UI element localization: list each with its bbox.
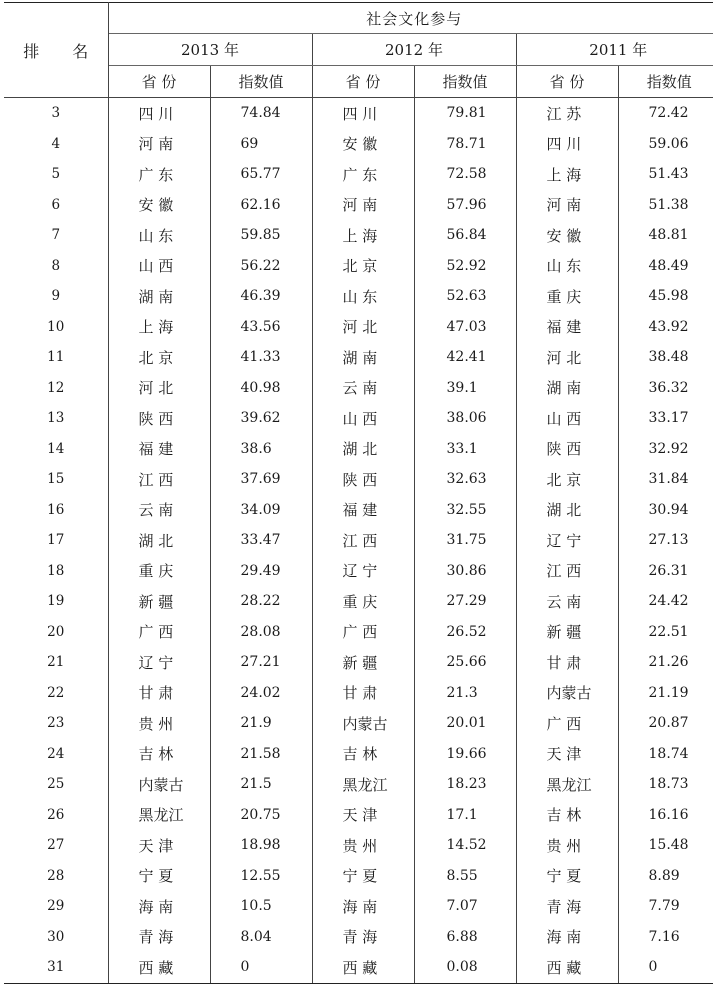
province-cell-2013: 安 徽 — [108, 190, 210, 221]
table-row — [4, 403, 713, 434]
province-cell-2013: 新 疆 — [108, 586, 210, 617]
province-cell-2011: 重 庆 — [516, 281, 618, 312]
province-cell-2013: 北 京 — [108, 342, 210, 373]
index-cell-2011: 48.81 — [648, 227, 689, 244]
index-cell-2011: 7.79 — [648, 898, 680, 915]
province-cell-2012: 海 南 — [312, 891, 414, 922]
rank-cell: 27 — [4, 830, 108, 861]
province-cell-2013: 贵 州 — [108, 708, 210, 739]
table-row — [4, 800, 713, 831]
index-cell-2013: 56.22 — [210, 251, 312, 282]
province-cell-2012: 山 西 — [312, 403, 414, 434]
province-cell-2012: 陕 西 — [312, 464, 414, 495]
table-row — [4, 708, 713, 739]
index-cell-2011: 31.84 — [648, 471, 689, 488]
index-cell-2012: 8.55 — [414, 861, 516, 892]
index-cell-2012: 6.88 — [414, 922, 516, 953]
rank-cell: 11 — [4, 342, 108, 373]
province-cell-2011: 云 南 — [516, 586, 618, 617]
index-cell-2012: 56.84 — [414, 220, 516, 251]
table-row — [4, 190, 713, 221]
year-header-2013: 2013 年 — [108, 34, 312, 66]
index-cell-2013: 65.77 — [210, 159, 312, 190]
province-cell-2011: 西 藏 — [516, 952, 618, 983]
province-cell-2011: 山 东 — [516, 251, 618, 282]
index-cell-2013: 21.58 — [210, 739, 312, 770]
province-cell-2012: 云 南 — [312, 373, 414, 404]
province-cell-2012: 湖 南 — [312, 342, 414, 373]
province-cell-2011: 贵 州 — [516, 830, 618, 861]
table-row — [4, 891, 713, 922]
province-cell-2013: 西 藏 — [108, 952, 210, 983]
index-cell-2011: 33.17 — [648, 410, 689, 427]
province-cell-2012: 天 津 — [312, 800, 414, 831]
rank-cell: 17 — [4, 525, 108, 556]
province-cell-2012: 广 西 — [312, 617, 414, 648]
index-cell-2011: 16.16 — [648, 806, 689, 823]
province-cell-2012: 新 疆 — [312, 647, 414, 678]
index-cell-2012: 7.07 — [414, 891, 516, 922]
index-cell-2013: 41.33 — [210, 342, 312, 373]
province-cell-2013: 宁 夏 — [108, 861, 210, 892]
province-cell-2013: 广 东 — [108, 159, 210, 190]
index-cell-2012: 42.41 — [414, 342, 516, 373]
index-cell-2013: 27.21 — [210, 647, 312, 678]
index-cell-2013: 12.55 — [210, 861, 312, 892]
index-cell-2011: 15.48 — [648, 837, 689, 854]
year-header-2011: 2011 年 — [516, 34, 713, 66]
table-row — [4, 586, 713, 617]
table-row — [4, 861, 713, 892]
index-cell-2012: 27.29 — [414, 586, 516, 617]
index-cell-2013: 21.9 — [210, 708, 312, 739]
index-cell-2012: 31.75 — [414, 525, 516, 556]
index-cell-2011: 30.94 — [648, 501, 689, 518]
index-cell-2013: 59.85 — [210, 220, 312, 251]
index-cell-2012: 57.96 — [414, 190, 516, 221]
index-cell-2011: 8.89 — [648, 867, 680, 884]
province-cell-2013: 陕 西 — [108, 403, 210, 434]
index-header-2011: 指数值 — [618, 66, 713, 98]
province-cell-2012: 重 庆 — [312, 586, 414, 617]
table-row — [4, 952, 713, 983]
province-cell-2011: 辽 宁 — [516, 525, 618, 556]
province-cell-2012: 安 徽 — [312, 129, 414, 160]
province-cell-2013: 重 庆 — [108, 556, 210, 587]
index-cell-2013: 18.98 — [210, 830, 312, 861]
index-cell-2011: 32.92 — [648, 440, 689, 457]
rank-cell: 9 — [4, 281, 108, 312]
index-cell-2011: 51.38 — [648, 196, 689, 213]
index-cell-2013: 24.02 — [210, 678, 312, 709]
rank-cell: 14 — [4, 434, 108, 465]
table-row — [4, 220, 713, 251]
index-cell-2013: 21.5 — [210, 769, 312, 800]
province-cell-2013: 青 海 — [108, 922, 210, 953]
rank-cell: 28 — [4, 861, 108, 892]
province-cell-2012: 西 藏 — [312, 952, 414, 983]
table-row — [4, 830, 713, 861]
index-cell-2012: 19.66 — [414, 739, 516, 770]
index-cell-2012: 14.52 — [414, 830, 516, 861]
province-cell-2012: 河 南 — [312, 190, 414, 221]
index-cell-2012: 30.86 — [414, 556, 516, 587]
province-cell-2011: 宁 夏 — [516, 861, 618, 892]
province-cell-2011: 河 北 — [516, 342, 618, 373]
social-cultural-participation-table — [4, 2, 713, 984]
table-row — [4, 617, 713, 648]
province-cell-2012: 黑龙江 — [312, 769, 414, 800]
index-cell-2013: 0 — [210, 952, 312, 983]
province-cell-2013: 福 建 — [108, 434, 210, 465]
ranking-table-container — [4, 2, 711, 984]
province-cell-2013: 黑龙江 — [108, 800, 210, 831]
province-cell-2011: 湖 北 — [516, 495, 618, 526]
province-cell-2011: 福 建 — [516, 312, 618, 343]
index-cell-2011: 27.13 — [648, 532, 689, 549]
index-cell-2012: 33.1 — [414, 434, 516, 465]
table-row — [4, 647, 713, 678]
table-row — [4, 769, 713, 800]
index-cell-2011: 0 — [618, 952, 713, 983]
province-header-2013: 省 份 — [108, 66, 210, 98]
province-cell-2013: 云 南 — [108, 495, 210, 526]
province-cell-2011: 湖 南 — [516, 373, 618, 404]
index-header-2012: 指数值 — [414, 66, 516, 98]
index-cell-2012: 78.71 — [414, 129, 516, 160]
province-header-2011: 省 份 — [516, 66, 618, 98]
province-cell-2011: 吉 林 — [516, 800, 618, 831]
table-row — [4, 129, 713, 160]
province-cell-2011: 江 西 — [516, 556, 618, 587]
rank-cell: 15 — [4, 464, 108, 495]
index-cell-2011: 21.26 — [648, 654, 689, 671]
index-cell-2013: 40.98 — [210, 373, 312, 404]
rank-cell: 24 — [4, 739, 108, 770]
index-cell-2012: 79.81 — [414, 98, 516, 129]
index-cell-2011: 22.51 — [648, 623, 689, 640]
table-row — [4, 922, 713, 953]
index-cell-2012: 52.63 — [414, 281, 516, 312]
rank-cell: 13 — [4, 403, 108, 434]
index-cell-2013: 62.16 — [210, 190, 312, 221]
province-cell-2011: 黑龙江 — [516, 769, 618, 800]
index-cell-2011: 43.92 — [648, 318, 689, 335]
index-cell-2011: 72.42 — [648, 105, 689, 122]
table-row — [4, 495, 713, 526]
rank-cell: 16 — [4, 495, 108, 526]
rank-cell: 22 — [4, 678, 108, 709]
rank-cell: 3 — [4, 98, 108, 129]
index-cell-2012: 39.1 — [414, 373, 516, 404]
index-cell-2013: 33.47 — [210, 525, 312, 556]
index-cell-2011: 20.87 — [648, 715, 689, 732]
table-row — [4, 342, 713, 373]
index-cell-2012: 25.66 — [414, 647, 516, 678]
index-header-2013: 指数值 — [210, 66, 312, 98]
province-cell-2013: 海 南 — [108, 891, 210, 922]
province-cell-2013: 内蒙古 — [108, 769, 210, 800]
province-cell-2012: 河 北 — [312, 312, 414, 343]
province-cell-2012: 山 东 — [312, 281, 414, 312]
index-cell-2011: 51.43 — [648, 166, 689, 183]
province-cell-2011: 安 徽 — [516, 220, 618, 251]
table-row — [4, 678, 713, 709]
province-cell-2011: 山 西 — [516, 403, 618, 434]
province-cell-2013: 四 川 — [108, 98, 210, 129]
table-row — [4, 281, 713, 312]
group-header: 社会文化参与 — [108, 3, 713, 34]
rank-cell: 18 — [4, 556, 108, 587]
index-cell-2012: 18.23 — [414, 769, 516, 800]
index-cell-2012: 0.08 — [414, 952, 516, 983]
index-cell-2012: 72.58 — [414, 159, 516, 190]
province-cell-2013: 甘 肃 — [108, 678, 210, 709]
province-cell-2012: 吉 林 — [312, 739, 414, 770]
index-cell-2011: 38.48 — [648, 349, 689, 366]
province-cell-2012: 内蒙古 — [312, 708, 414, 739]
index-cell-2013: 28.22 — [210, 586, 312, 617]
index-cell-2012: 38.06 — [414, 403, 516, 434]
index-cell-2011: 36.32 — [648, 379, 689, 396]
table-body — [4, 98, 713, 984]
province-header-2012: 省 份 — [312, 66, 414, 98]
rank-cell: 29 — [4, 891, 108, 922]
rank-cell: 12 — [4, 373, 108, 404]
province-cell-2013: 广 西 — [108, 617, 210, 648]
year-header-2012: 2012 年 — [312, 34, 516, 66]
province-cell-2012: 辽 宁 — [312, 556, 414, 587]
province-cell-2013: 天 津 — [108, 830, 210, 861]
index-cell-2013: 39.62 — [210, 403, 312, 434]
index-cell-2012: 21.3 — [414, 678, 516, 709]
rank-header: 排 名 — [4, 3, 108, 98]
rank-cell: 26 — [4, 800, 108, 831]
province-cell-2011: 河 南 — [516, 190, 618, 221]
table-row — [4, 464, 713, 495]
table-row — [4, 312, 713, 343]
index-cell-2013: 37.69 — [210, 464, 312, 495]
province-cell-2011: 广 西 — [516, 708, 618, 739]
index-cell-2013: 28.08 — [210, 617, 312, 648]
table-header — [4, 3, 713, 98]
province-cell-2012: 青 海 — [312, 922, 414, 953]
table-row — [4, 98, 713, 129]
province-cell-2011: 海 南 — [516, 922, 618, 953]
province-cell-2011: 北 京 — [516, 464, 618, 495]
index-cell-2011: 18.73 — [648, 776, 689, 793]
rank-cell: 30 — [4, 922, 108, 953]
rank-cell: 25 — [4, 769, 108, 800]
province-cell-2011: 天 津 — [516, 739, 618, 770]
table-row — [4, 739, 713, 770]
index-cell-2013: 10.5 — [210, 891, 312, 922]
province-cell-2012: 北 京 — [312, 251, 414, 282]
province-cell-2013: 辽 宁 — [108, 647, 210, 678]
province-cell-2012: 江 西 — [312, 525, 414, 556]
index-cell-2011: 45.98 — [648, 288, 689, 305]
index-cell-2011: 26.31 — [648, 562, 689, 579]
rank-cell: 20 — [4, 617, 108, 648]
province-cell-2013: 河 北 — [108, 373, 210, 404]
table-row — [4, 251, 713, 282]
index-cell-2013: 34.09 — [210, 495, 312, 526]
index-cell-2013: 29.49 — [210, 556, 312, 587]
table-row — [4, 434, 713, 465]
province-cell-2012: 广 东 — [312, 159, 414, 190]
index-cell-2011: 7.16 — [648, 928, 680, 945]
province-cell-2012: 宁 夏 — [312, 861, 414, 892]
table-row — [4, 556, 713, 587]
rank-cell: 31 — [4, 952, 108, 983]
province-cell-2011: 甘 肃 — [516, 647, 618, 678]
index-cell-2011: 59.06 — [648, 135, 689, 152]
province-cell-2012: 湖 北 — [312, 434, 414, 465]
index-cell-2012: 32.63 — [414, 464, 516, 495]
table-row — [4, 373, 713, 404]
province-cell-2011: 上 海 — [516, 159, 618, 190]
province-cell-2011: 江 苏 — [516, 98, 618, 129]
rank-cell: 6 — [4, 190, 108, 221]
rank-cell: 4 — [4, 129, 108, 160]
province-cell-2011: 青 海 — [516, 891, 618, 922]
province-cell-2013: 吉 林 — [108, 739, 210, 770]
province-cell-2011: 陕 西 — [516, 434, 618, 465]
index-cell-2012: 47.03 — [414, 312, 516, 343]
province-cell-2012: 甘 肃 — [312, 678, 414, 709]
province-cell-2012: 贵 州 — [312, 830, 414, 861]
index-cell-2011: 48.49 — [648, 257, 689, 274]
rank-cell: 23 — [4, 708, 108, 739]
index-cell-2013: 38.6 — [210, 434, 312, 465]
index-cell-2013: 43.56 — [210, 312, 312, 343]
index-cell-2011: 18.74 — [648, 745, 689, 762]
rank-cell: 21 — [4, 647, 108, 678]
province-cell-2011: 新 疆 — [516, 617, 618, 648]
index-cell-2013: 74.84 — [210, 98, 312, 129]
province-cell-2013: 上 海 — [108, 312, 210, 343]
index-cell-2013: 20.75 — [210, 800, 312, 831]
province-cell-2013: 河 南 — [108, 129, 210, 160]
province-cell-2013: 湖 南 — [108, 281, 210, 312]
province-cell-2012: 上 海 — [312, 220, 414, 251]
index-cell-2012: 17.1 — [414, 800, 516, 831]
province-cell-2012: 四 川 — [312, 98, 414, 129]
province-cell-2011: 内蒙古 — [516, 678, 618, 709]
province-cell-2013: 湖 北 — [108, 525, 210, 556]
index-cell-2012: 20.01 — [414, 708, 516, 739]
index-cell-2013: 46.39 — [210, 281, 312, 312]
table-row — [4, 525, 713, 556]
index-cell-2011: 21.19 — [648, 684, 689, 701]
index-cell-2013: 8.04 — [210, 922, 312, 953]
index-cell-2012: 32.55 — [414, 495, 516, 526]
province-cell-2011: 四 川 — [516, 129, 618, 160]
index-cell-2011: 24.42 — [648, 593, 689, 610]
index-cell-2012: 26.52 — [414, 617, 516, 648]
rank-cell: 10 — [4, 312, 108, 343]
index-cell-2013: 69 — [210, 129, 312, 160]
province-cell-2012: 福 建 — [312, 495, 414, 526]
index-cell-2012: 52.92 — [414, 251, 516, 282]
rank-cell: 7 — [4, 220, 108, 251]
rank-cell: 8 — [4, 251, 108, 282]
rank-cell: 5 — [4, 159, 108, 190]
rank-cell: 19 — [4, 586, 108, 617]
province-cell-2013: 江 西 — [108, 464, 210, 495]
table-row — [4, 159, 713, 190]
province-cell-2013: 山 东 — [108, 220, 210, 251]
province-cell-2013: 山 西 — [108, 251, 210, 282]
